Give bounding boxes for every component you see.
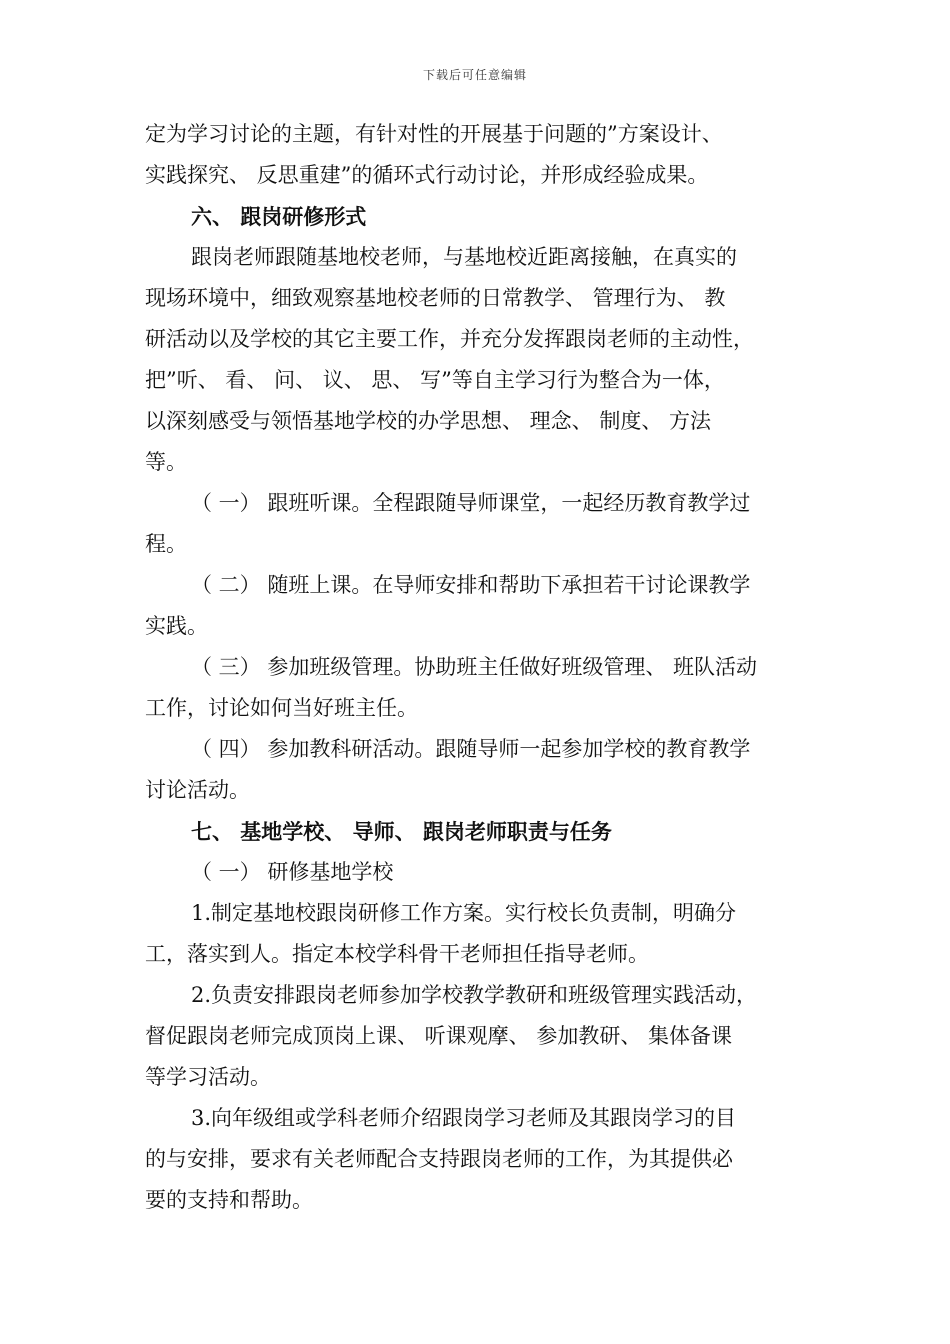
text-line: 研活动以及学校的其它主要工作，并充分发挥跟岗老师的主动性， — [145, 327, 754, 351]
list-item: 1.制定基地校跟岗研修工作方案。实行校长负责制，明确分 — [191, 901, 737, 925]
text-line: 现场环境中，细致观察基地校老师的日常教学、 管理行为、 教 — [145, 286, 726, 310]
page-header: 下载后可任意编辑 — [422, 68, 527, 82]
list-item: （ 一） 跟班听课。全程跟随导师课堂，一起经历教育教学过 — [191, 491, 751, 515]
text-line: 等。 — [145, 450, 187, 474]
list-item: （ 二） 随班上课。在导师安排和帮助下承担若干讨论课教学 — [191, 573, 751, 597]
text-line: 工，落实到人。指定本校学科骨干老师担任指导老师。 — [145, 942, 649, 966]
text-line: 定为学习讨论的主题，有针对性的开展基于问题的”方案设计、 — [145, 122, 723, 146]
list-item: 2.负责安排跟岗老师参加学校教学教研和班级管理实践活动， — [191, 983, 758, 1007]
text-line: 实践。 — [145, 614, 208, 638]
text-line: 实践探究、 反思重建”的循环式行动讨论，并形成经验成果。 — [145, 163, 709, 187]
list-item: 3.向年级组或学科老师介绍跟岗学习老师及其跟岗学习的目 — [191, 1106, 737, 1130]
text-line: 等学习活动。 — [145, 1065, 271, 1089]
text-line: 把”听、 看、 问、 议、 思、 写”等自主学习行为整合为一体， — [145, 368, 725, 392]
list-item: （ 四） 参加教科研活动。跟随导师一起参加学校的教育教学 — [191, 737, 751, 761]
text-line: 的与安排，要求有关老师配合支持跟岗老师的工作，为其提供必 — [145, 1147, 733, 1171]
list-item: （ 三） 参加班级管理。协助班主任做好班级管理、 班队活动 — [191, 655, 758, 679]
text-line: 程。 — [145, 532, 187, 556]
text-line: 讨论活动。 — [145, 778, 250, 802]
subsection-heading: （ 一） 研修基地学校 — [191, 860, 394, 884]
document-body — [145, 114, 810, 1221]
text-line: 要的支持和帮助。 — [145, 1188, 313, 1212]
text-line: 督促跟岗老师完成顶岗上课、 听课观摩、 参加教研、 集体备课 — [145, 1024, 733, 1048]
section-heading: 六、 跟岗研修形式 — [191, 204, 367, 229]
section-heading: 七、 基地学校、 导师、 跟岗老师职责与任务 — [191, 819, 612, 844]
text-line: 跟岗老师跟随基地校老师，与基地校近距离接触，在真实的 — [191, 245, 737, 269]
text-line: 工作，讨论如何当好班主任。 — [145, 696, 418, 720]
text-line: 以深刻感受与领悟基地学校的办学思想、 理念、 制度、 方法 — [145, 409, 712, 433]
